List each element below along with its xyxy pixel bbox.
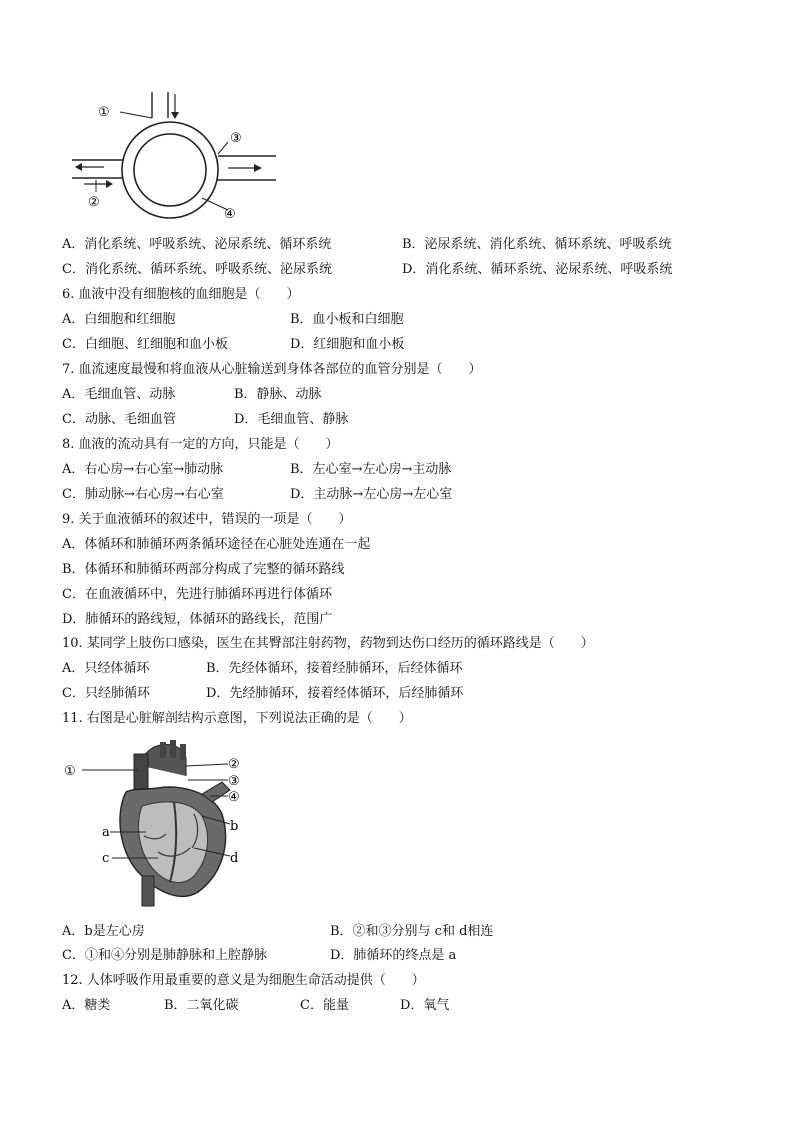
q5-diagram [68, 88, 278, 228]
q9-stem: 9. 关于血液循环的叙述中，错误的一项是（ ） [62, 512, 352, 527]
q10-stem: 10. 某同学上肢伤口感染，医生在其臀部注射药物，药物到达伤口经历的循环路线是（ ） [62, 636, 594, 651]
q6-stem: 6. 血液中没有细胞核的血细胞是（ ） [62, 287, 300, 302]
q11-option-c: C．①和④分别是肺静脉和上腔静脉 [62, 948, 267, 963]
q12-stem: 12. 人体呼吸作用最重要的意义是为细胞生命活动提供（ ） [62, 973, 425, 988]
q11-label-d: d [230, 851, 239, 866]
q11-label-c: c [102, 851, 110, 866]
q9-option-d: D．肺循环的路线短，体循环的路线长，范围广 [62, 612, 333, 627]
q10-option-c: C．只经肺循环 [62, 686, 150, 701]
q11-label-4: ④ [228, 790, 240, 805]
q6-option-c: C．白细胞、红细胞和血小板 [62, 337, 228, 352]
q11-heart-diagram [62, 736, 262, 914]
q5-option-b: B．泌尿系统、消化系统、循环系统、呼吸系统 [402, 237, 672, 252]
q5-option-c: C．消化系统、循环系统、呼吸系统、泌尿系统 [62, 262, 332, 277]
q9-option-c: C．在血液循环中，先进行肺循环再进行体循环 [62, 587, 332, 602]
q8-stem: 8. 血液的流动具有一定的方向，只能是（ ） [62, 437, 339, 452]
q11-label-b: b [230, 819, 239, 834]
q8-option-c: C．肺动脉→右心房→右心室 [62, 487, 224, 502]
q5-label-4: ④ [224, 207, 236, 222]
q12-option-c: C．能量 [300, 998, 349, 1013]
q12-option-d: D．氧气 [400, 998, 450, 1013]
q6-option-a: A．白细胞和红细胞 [62, 312, 176, 327]
q10-option-d: D．先经肺循环，接着经体循环，后经肺循环 [206, 686, 464, 701]
q6-option-d: D．红细胞和血小板 [290, 337, 405, 352]
q11-stem: 11. 右图是心脏解剖结构示意图，下列说法正确的是（ ） [62, 711, 412, 726]
q10-option-b: B．先经体循环，接着经肺循环，后经体循环 [206, 661, 463, 676]
q5-label-3: ③ [230, 131, 242, 146]
q5-option-d: D．消化系统、循环系统、泌尿系统、呼吸系统 [402, 262, 673, 277]
q12-option-b: B．二氧化碳 [164, 998, 239, 1013]
q8-option-d: D．主动脉→左心房→左心室 [290, 487, 453, 502]
q10-option-a: A．只经体循环 [62, 661, 150, 676]
q12-option-a: A．糖类 [62, 998, 111, 1013]
q7-option-d: D．毛细血管、静脉 [234, 412, 349, 427]
q9-option-b: B．体循环和肺循环两部分构成了完整的循环路线 [62, 562, 345, 577]
q9-option-a: A．体循环和肺循环两条循环途径在心脏处连通在一起 [62, 537, 371, 552]
q11-label-a: a [102, 825, 110, 840]
q5-option-a: A．消化系统、呼吸系统、泌尿系统、循环系统 [62, 237, 332, 252]
q11-label-2: ② [228, 757, 240, 772]
q5-label-1: ① [98, 105, 110, 120]
q11-label-3: ③ [228, 774, 240, 789]
q7-option-a: A．毛细血管、动脉 [62, 387, 176, 402]
q11-option-d: D．肺循环的终点是 a [330, 948, 457, 963]
q8-option-b: B．左心室→左心房→主动脉 [290, 462, 452, 477]
q7-stem: 7. 血流速度最慢和将血液从心脏输送到身体各部位的血管分别是（ ） [62, 362, 482, 377]
q11-label-1: ① [64, 764, 76, 779]
q6-option-b: B．血小板和白细胞 [290, 312, 404, 327]
q11-option-b: B．②和③分别与 c和 d相连 [330, 924, 494, 939]
q7-option-c: C．动脉、毛细血管 [62, 412, 176, 427]
q8-option-a: A．右心房→右心室→肺动脉 [62, 462, 224, 477]
q11-option-a: A．b是左心房 [62, 924, 145, 939]
q5-label-2: ② [88, 195, 100, 210]
q7-option-b: B．静脉、动脉 [234, 387, 322, 402]
